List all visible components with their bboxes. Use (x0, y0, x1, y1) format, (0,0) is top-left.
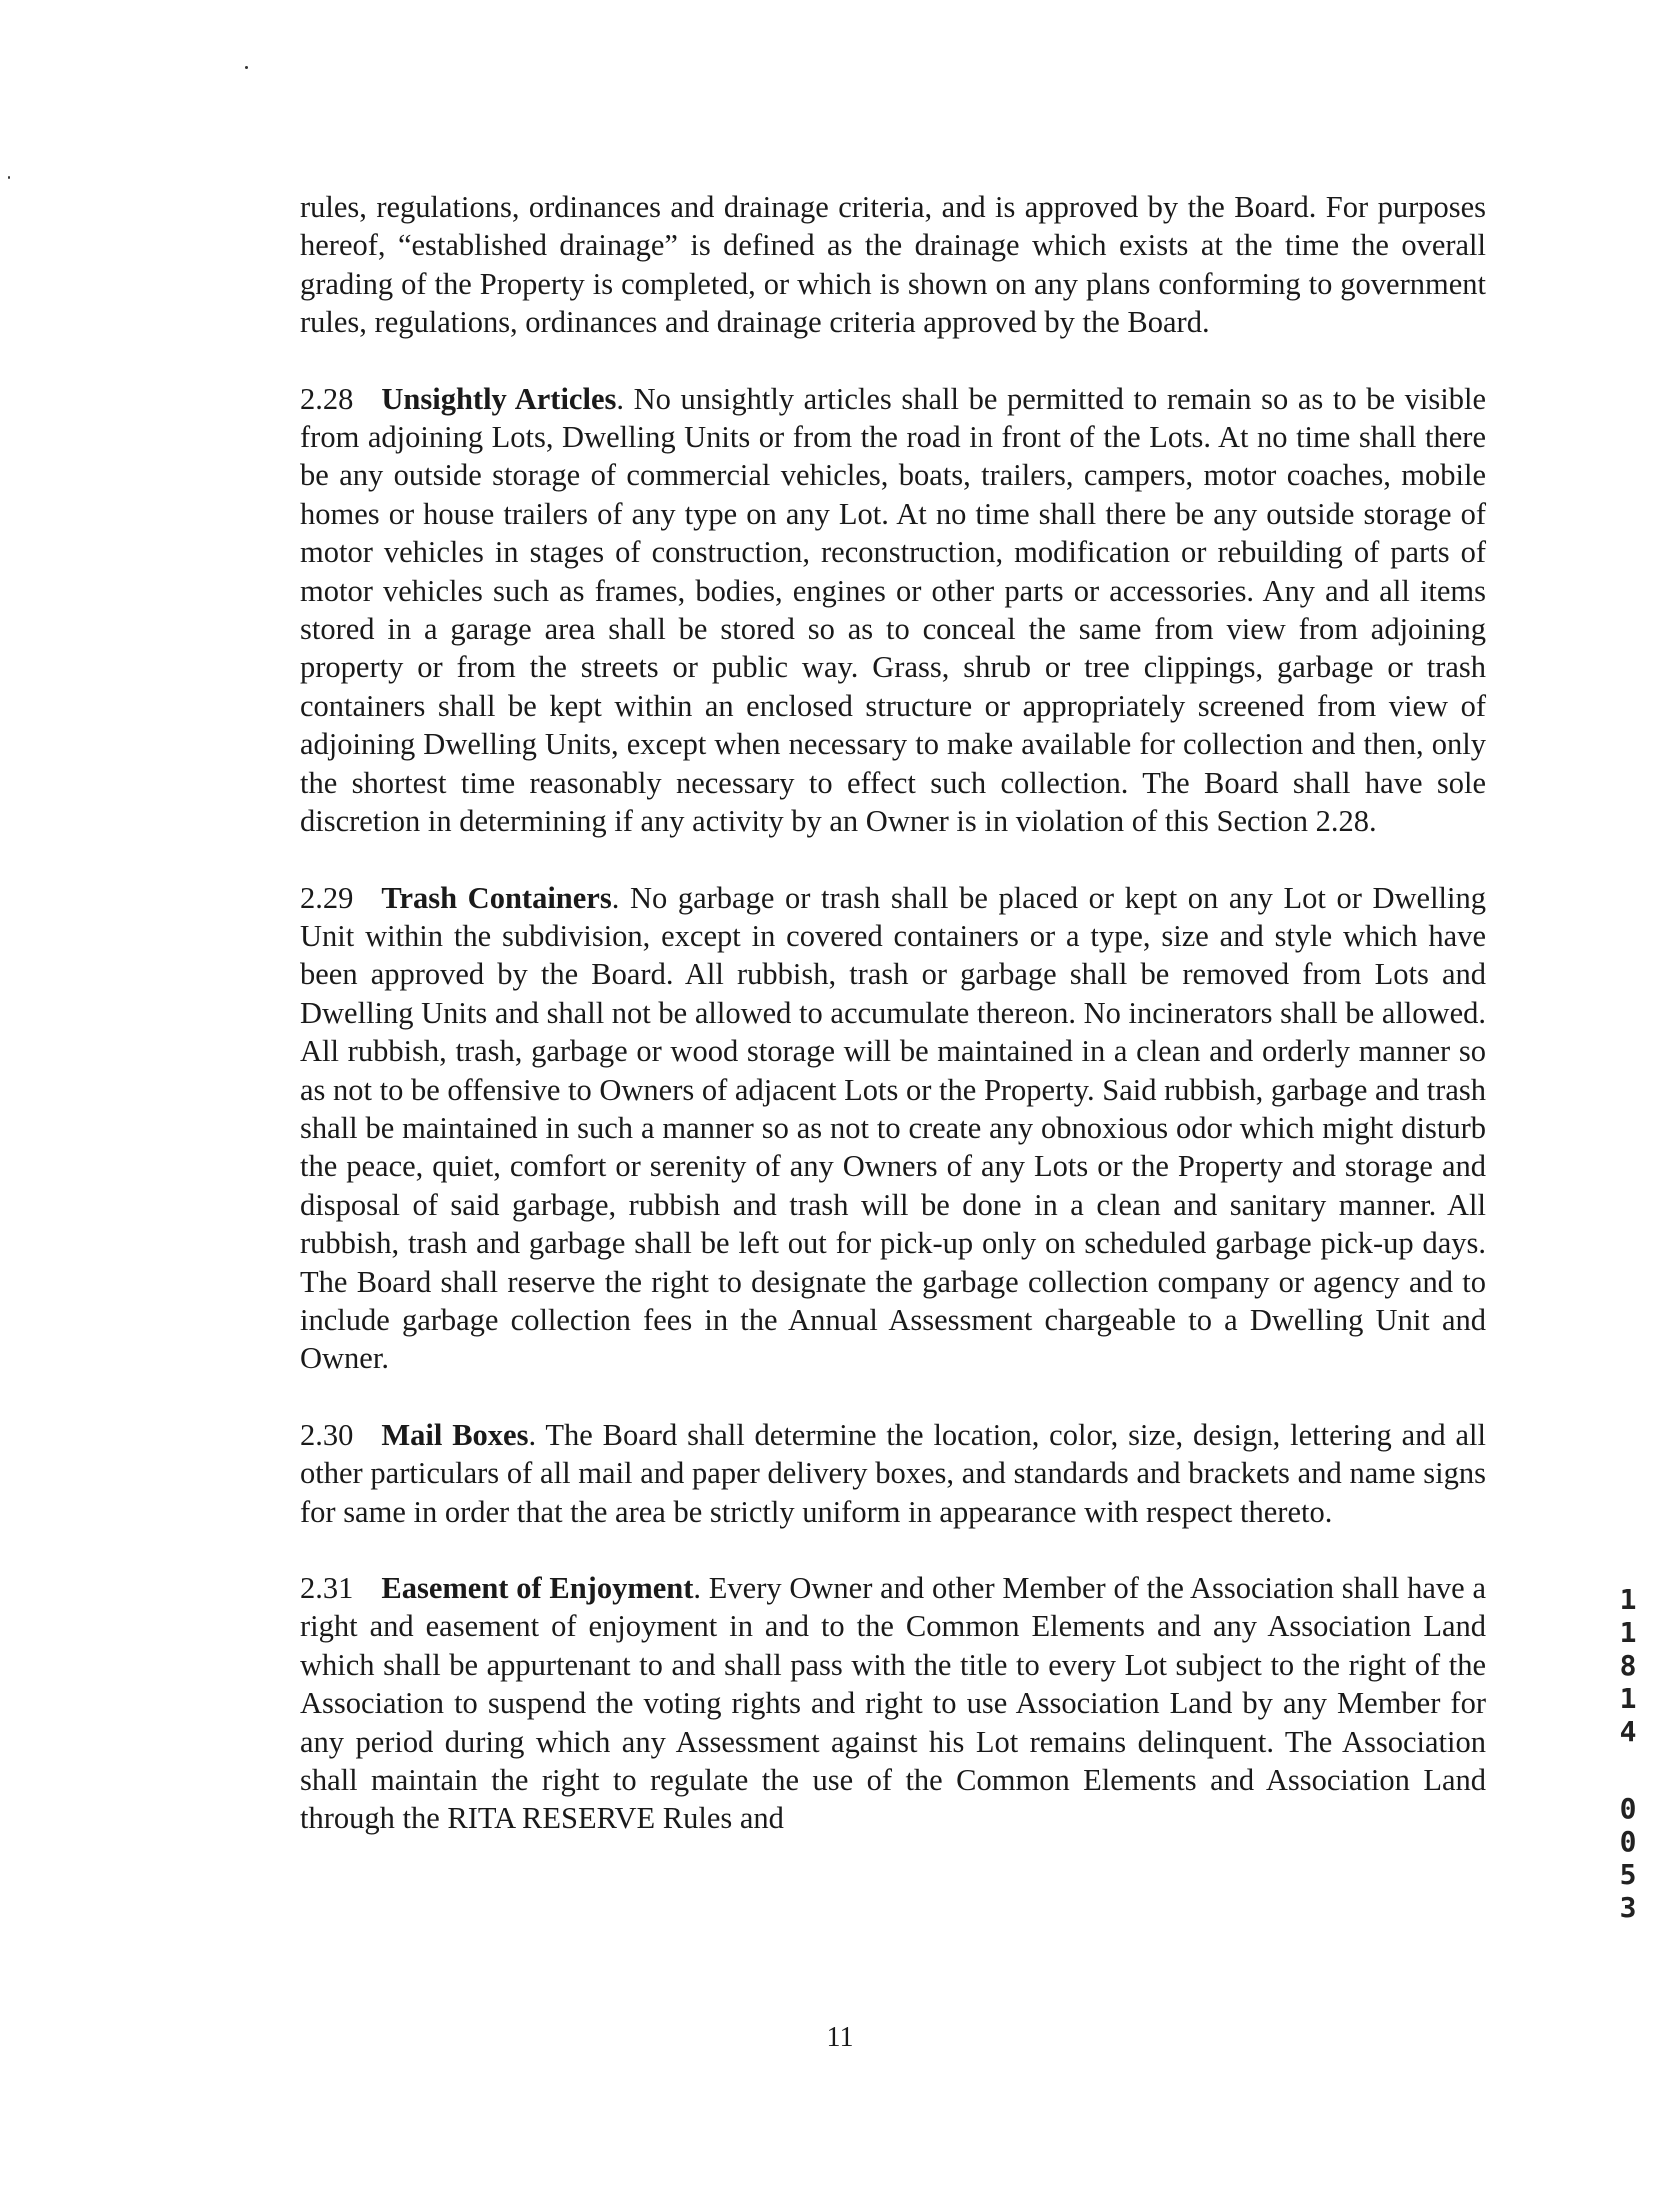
opening-paragraph (300, 188, 1486, 342)
section-2-29: 2.29 Trash Containers. No garbage or trash shall be placed or kept on any Lot or Dwelling Unit within the subdivision, except in covered containers or a type, size and style which have been approved by the Board. All rubbish, trash or garbage shall be removed from Lots and Dwelling Units and shall not be allowed to accumulate thereon. No incinerators shall be allowed. All rubbish, trash, garbage or wood storage will be maintained in a clean and orderly manner so as not to be offensive to Owners of adjacent Lots or the Property. Said rubbish, garbage and trash shall be maintained in such a manner so as not to create any obnoxious odor which might disturb the peace, quiet, comfort or serenity of any Owners of any Lots or the Property and storage and disposal of said garbage, rubbish and trash will be done in a clean and sanitary manner. All rubbish, trash and garbage shall be left out for pick-up only on scheduled garbage pick-up days. The Board shall reserve the right to designate the garbage collection company or agency and to include garbage collection fees in the Annual Assessment chargeable to a Dwelling Unit and Owner. (300, 880, 1487, 1376)
stamp-digit: 0 (1619, 1792, 1637, 1825)
stamp-digit: 1 (1619, 1583, 1637, 1616)
section-title: Unsightly Articles (381, 381, 617, 416)
section-2-31: 2.31 Easement of Enjoyment. Every Owner and other Member of the Association shall have a right and easement of enjoyment in and to the Common Elements and any Association Land which shall be appurtenant to and shall pass with the title to every Lot subject to the right of the Association to suspend the voting rights and right to use Association Land by any Member for any period during which any Assessment against his Lot remains delinquent. The Association shall maintain the right to regulate the use of the Common Elements and Association Land through the RITA RESERVE Rules and (300, 1571, 1486, 1836)
section-title: Trash Containers (381, 880, 612, 915)
scan-speck-left (8, 176, 10, 179)
stamp-digit: 3 (1619, 1891, 1637, 1924)
section-title: Easement of Enjoyment (381, 1571, 694, 1605)
margin-stamp-lower (1608, 1792, 1648, 1924)
page-number: 11 (826, 2022, 854, 2053)
section-text: The Board shall determine the location, color, size, design, lettering and all other particulars of all mail and paper delivery boxes, and standards and brackets and name signs for same in order that the area be strictly uniform in appearance with respect thereto. (300, 1417, 1486, 1529)
stamp-digit: 0 (1619, 1825, 1637, 1858)
section-2-28: 2.28 Unsightly Articles. No unsightly articles shall be permitted to remain so as to be visible from adjoining Lots, Dwelling Units or from the road in front of the Lots. At no time shall there be any outside storage of commercial vehicles, boats, trailers, campers, motor coaches, mobile homes or house trailers of any type on any Lot. At no time shall there be any outside storage of motor vehicles in stages of construction, reconstruction, modification or rebuilding of parts of motor vehicles such as frames, bodies, engines or other parts or accessories. Any and all items stored in a garage area shall be stored so as to conceal the same from view from adjoining property or from the streets or public way. Grass, shrub or tree clippings, garbage or trash containers shall be kept within an enclosed structure or appropriately screened from view of adjoining Dwelling Units, except when necessary to make available for collection and then, only the shortest time reasonably necessary to effect such collection. The Board shall have sole discretion in determining if any activity by an Owner is in violation of this Section 2.28. (300, 381, 1486, 839)
section-text: No garbage or trash shall be placed or kept on any Lot or Dwelling Unit within the subdivision, except in covered containers or a type, size and style which have been approved by the Board. All rubbish, trash or garbage shall be removed from Lots and Dwelling Units and shall not be allowed to accumulate thereon. No incinerators shall be allowed. All rubbish, trash, garbage or wood storage will be maintained in a clean and orderly manner so as not to be offensive to Owners of adjacent Lots or the Property. Said rubbish, garbage and trash shall be maintained in such a manner so as not to create any obnoxious odor which might disturb the peace, quiet, comfort or serenity of any Owners of any Lots or the Property and storage and disposal of said garbage, rubbish and trash will be done in a clean and sanitary manner. All rubbish, trash and garbage shall be left out for pick-up only on scheduled garbage pick-up days. The Board shall reserve the right to designate the garbage collection company or agency and to include garbage collection fees in the Annual Assessment chargeable to a Dwelling Unit and Owner. (300, 880, 1487, 1376)
section-number: 2.29 (300, 880, 354, 915)
scan-speck-top (245, 66, 248, 69)
stamp-digit: 1 (1619, 1682, 1637, 1715)
opening-paragraph-text: rules, regulations, ordinances and drainage criteria, and is approved by the Board. For purposes hereof, “established drainage” is defined as the drainage which exists at the time the overall grading of the Property is completed, or which is shown on any plans conforming to government rules, regulations, ordinances and drainage criteria approved by the Board. (300, 190, 1486, 340)
stamp-digit: 8 (1619, 1649, 1637, 1682)
document-body (300, 188, 1486, 1876)
section-number: 2.30 (300, 1417, 354, 1452)
section-text: Every Owner and other Member of the Association shall have a right and easement of enjoyment in and to the Common Elements and any Association Land which shall be appurtenant to and shall pass with the title to every Lot subject to the right of the Association to suspend the voting rights and right to use Association Land by any Member for any period during which any Assessment against his Lot remains delinquent. The Association shall maintain the right to regulate the use of the Common Elements and Association Land through the RITA RESERVE Rules and (300, 1571, 1486, 1836)
section-title: Mail Boxes (381, 1417, 529, 1452)
margin-stamp-upper (1608, 1583, 1648, 1748)
section-2-30: 2.30 Mail Boxes. The Board shall determine the location, color, size, design, lettering and all other particulars of all mail and paper delivery boxes, and standards and brackets and name signs for same in order that the area be strictly uniform in appearance with respect thereto. (300, 1417, 1486, 1529)
stamp-digit: 5 (1619, 1858, 1637, 1891)
section-text: No unsightly articles shall be permitted to remain so as to be visible from adjoining Lots, Dwelling Units or from the road in front of the Lots. At no time shall there be any outside storage of commercial vehicles, boats, trailers, campers, motor coaches, mobile homes or house trailers of any type on any Lot. At no time shall there be any outside storage of motor vehicles in stages of construction, reconstruction, modification or rebuilding of parts of motor vehicles such as frames, bodies, engines or other parts or accessories. Any and all items stored in a garage area shall be stored so as to conceal the same from view from adjoining property or from the streets or public way. Grass, shrub or tree clippings, garbage or trash containers shall be kept within an enclosed structure or appropriately screened from view of adjoining Dwelling Units, except when necessary to make available for collection and then, only the shortest time reasonably necessary to effect such collection. The Board shall have sole discretion in determining if any activity by an Owner is in violation of this Section 2.28. (300, 381, 1486, 839)
section-number: 2.28 (300, 381, 354, 416)
stamp-digit: 1 (1619, 1616, 1637, 1649)
section-number: 2.31 (300, 1571, 354, 1605)
stamp-digit: 4 (1619, 1715, 1637, 1748)
